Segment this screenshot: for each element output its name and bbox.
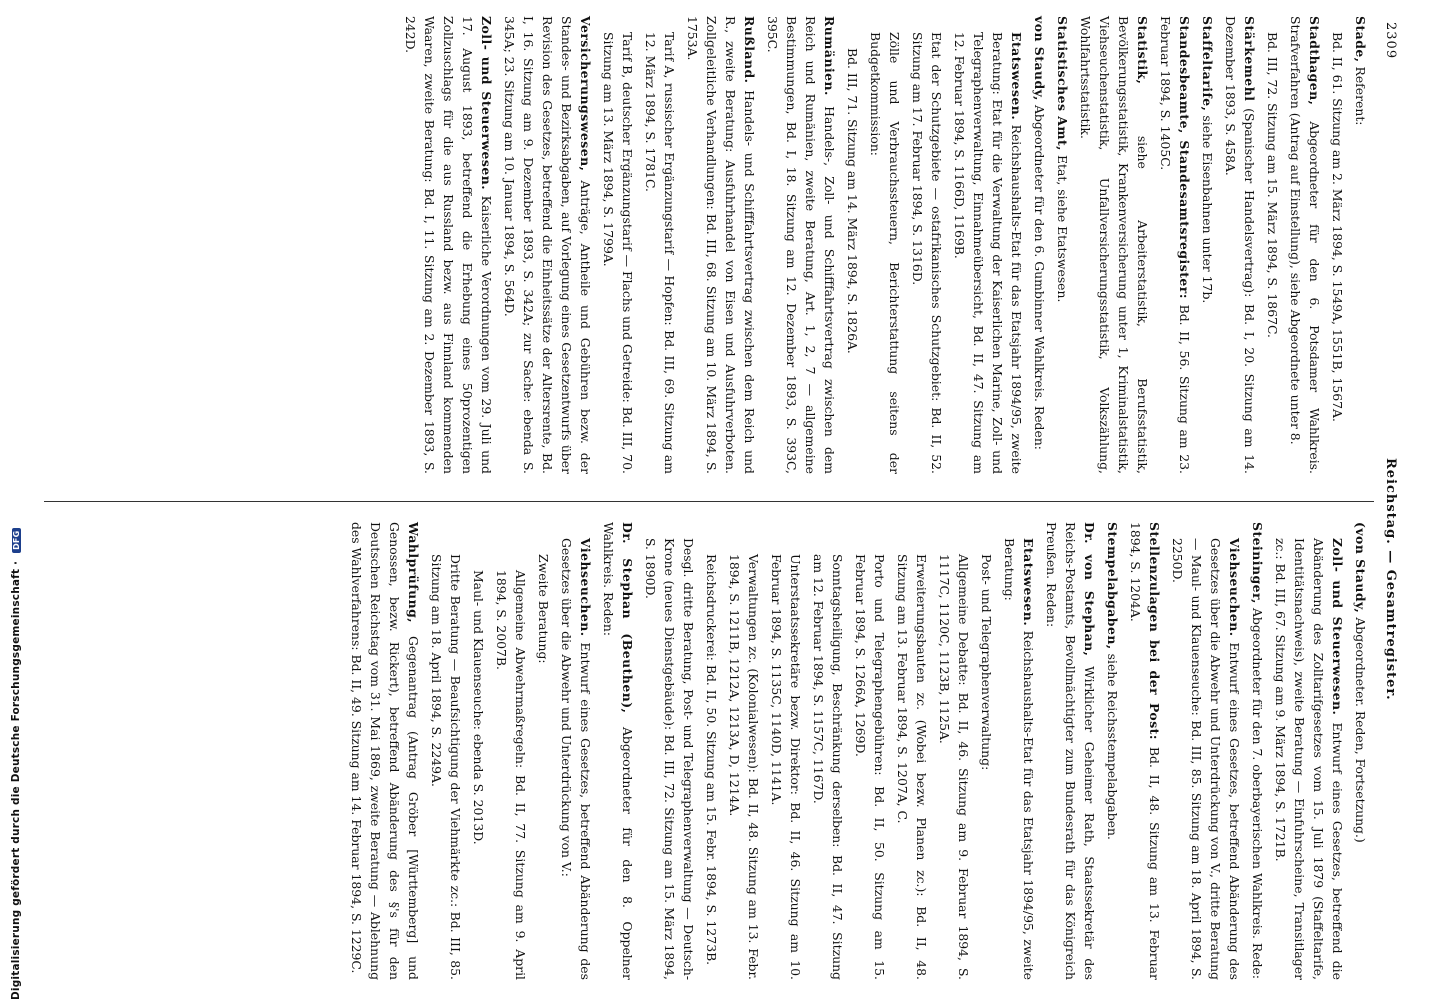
register-entry [977, 522, 996, 980]
register-entry [908, 16, 946, 474]
entry-heading: Standesbeamte, Standesamtsregister: [1177, 16, 1192, 299]
entry-text: Entwurf eines Gesetzes, betreffend die Abänderung des Zolltarifgesetzes vom 15. Juli 1879 (Staffeltarife, Identitätsnachweis), zweite Beratung — Einfuhrscheine, Transitlager zc.: Bd. III, 67. Sitzung am 9. März 1894, S. 1721B. [1273, 538, 1345, 980]
register-entry [599, 522, 637, 980]
entry-text: Unterstaatssekretäre bezw. Direktor: Bd. II, 46. Sitzung am 10. Februar 1894, S. 1135C, 1140D, 1141A. [769, 554, 803, 980]
entry-heading: Dr. Stephan (Beuthen), [620, 522, 635, 714]
register-entry [641, 16, 679, 474]
register-entry [809, 522, 847, 980]
entry-text: Tarif B, deutscher Ergänzungstarif — Flachs und Getreide: Bd. III, 70. Sitzung am 13. März 1894, S. 1799A. [601, 32, 635, 474]
entry-text: Tarif A, russischer Ergänzungstarif — Hopfen: Bd. III, 69. Sitzung am 12. März 1894, S. 1781C. [643, 32, 677, 474]
entry-text: Bd. III, 71. Sitzung am 14. März 1894, S. 1826A. [845, 48, 860, 354]
entry-text: Entwurf eines Gesetzes, betreffend Abänderung des Gesetzes über die Abwehr und Unterdrückung von V., dritte Beratung — Maul- und Klauenseuche: Bd. III, 85. Sitzung am 18. April 1894, S. 2250D. [1170, 538, 1242, 980]
entry-text: Anträge, Antheile und Gebühren bezw. der Standes- und Bezirksabgaben, auf Vorlegung eines Gesetzentwurfs über Revision des Gesetzes, betreffend die Einheitssätze der Altersrente, Bd. I, 16. Sitzung am 9. Dezember 1893, S. 342A; zur Sache: ebenda S. 345A; 23. Sitzung am 10. Januar 1894, S. 564D. [502, 16, 593, 474]
entry-text: Post- und Telegraphenverwaltung: [979, 554, 994, 771]
entry-heading: Zoll- und Steuerwesen. [479, 16, 494, 191]
page-number: 2309 [1383, 22, 1398, 60]
rotated-page [34, 8, 1400, 988]
register-entry [557, 522, 595, 980]
register-entry [1248, 522, 1267, 980]
entry-text: Erweiterungsbauten zc. (Wobei bezw. Planen zc.): Bd. II, 48. Sitzung am 13. Februar 1894, S. 1207A, C. [895, 554, 929, 980]
register-entry [767, 522, 805, 980]
register-entry [1168, 522, 1244, 980]
entry-text: Bd. II, 61. Sitzung am 2. März 1894, S. 1549A, 1551B, 1567A. [1330, 32, 1345, 422]
entry-text: Zölle und Verbrauchssteuern, Berichterstattung seitens der Budgetkommission: [868, 32, 902, 474]
register-entry [1126, 522, 1164, 980]
entry-text: Bd. III, 72. Sitzung am 15. März 1894, S. 1867C. [1265, 32, 1280, 338]
entry-text: Reichsdruckerei: Bd. II, 50. Sitzung am 15. Febr. 1894, S. 1273B. [704, 554, 719, 966]
left-column [397, 16, 1370, 474]
header-title: Reichstag. — Gesamtregister. [1383, 458, 1398, 701]
entry-heading: Wahlprüfung, [406, 522, 421, 624]
entry-text: siehe Arbeiterstatistik, Berufsstatistik, Bevölkerungsstatistik, Krankenversicherung unter 1, Kriminalstatistik, Viehseuchenstatistik, Unfallversicherungsstatistik, Volkszählung, Wohlfahrtsstatistik. [1078, 16, 1150, 474]
entry-text: Zweite Beratung: [536, 554, 551, 664]
entry-text: Entwurf eines Gesetzes, betreffend Abänderung des Gesetzes über die Abwehr und Unterdrückung von V.: [559, 538, 593, 980]
register-entry [1042, 522, 1099, 980]
register-entry [683, 16, 759, 474]
entry-text: Maul- und Klauenseuche: ebenda S. 2013D. [471, 570, 486, 845]
register-entry [347, 522, 423, 980]
entry-heading: Rußland. [742, 16, 757, 84]
entry-heading: Steininger, [1250, 522, 1265, 604]
register-entry [763, 16, 839, 474]
register-entry [935, 522, 973, 980]
entry-heading: Stellenzulagen bei der Post: [1147, 522, 1162, 740]
entry-heading: Etatswesen. [1009, 32, 1024, 121]
register-entry [893, 522, 931, 980]
register-entry [702, 522, 721, 980]
entry-heading: Stade, [1353, 16, 1368, 63]
register-entry [1198, 16, 1217, 474]
register-entry [401, 16, 496, 474]
register-entry [1351, 522, 1370, 980]
register-entry [1030, 16, 1049, 474]
credit-text: Digitalisierung gefördert durch die Deutsche Forschungsgemeinschaft · [10, 560, 22, 1000]
register-entry [1351, 16, 1370, 474]
entry-text: Abgeordneter für den 8. Oppelner Wahlkreis. Reden: [601, 522, 635, 980]
entry-text: Gegenantrag (Antrag Gröber [Württemberg] und Genossen, bezw. Rickert), betreffend Abänderung des §'s für den Deutschen Reichstag vom 31. Mai 1869, zweite Beratung — Ablehnung des Wahlverfahrens: Bd. II, 49. Sitzung am 14. Februar 1894, S. 1229C. [349, 522, 421, 980]
entry-heading: Staffeltarife, [1200, 16, 1215, 112]
entry-text: Handels-, Zoll- und Schifffahrtsvertrag zwischen dem Reich und Rumänien, zweite Beratung, Art. 1, 2, 7 — allgemeine Bestimmungen, Bd. I, 18. Sitzung am 12. Dezember 1893, S. 393C, 395C. [765, 16, 837, 474]
register-entry [725, 522, 763, 980]
entry-heading: Viehseuchen. [1227, 538, 1242, 637]
register-entry [1053, 16, 1072, 474]
register-entry [866, 16, 904, 474]
entry-text: (Spanischer Handelsvertrag): Bd. I, 20. Sitzung am 14. Dezember 1893, S. 458A. [1223, 16, 1257, 474]
digitization-credit [10, 528, 22, 1000]
entry-heading: Stadthagen, [1307, 16, 1322, 106]
entry-text: Abgeordneter für den 6. Potsdamer Wahlkreis. Strafverfahren (Antrag auf Einstellung), siehe Abgeordnete unter 8. [1288, 16, 1322, 474]
entry-text: Verwaltungen zc. (Kolonialwesen): Bd. II, 48. Sitzung am 13. Febr. 1894, S. 1211B, 1212A, 1213A, D, 1214A. [727, 554, 761, 980]
entry-text: Etat, siehe Etatswesen. [1055, 154, 1070, 303]
running-head [1378, 8, 1400, 988]
entry-heading: Versicherungswesen, [578, 16, 593, 172]
register-entry [851, 522, 889, 980]
register-entry [1221, 16, 1259, 474]
entry-heading: (von Staudy, [1353, 522, 1368, 614]
entry-text: Abgeordneter. Reden, Fortsetzung.) [1353, 617, 1368, 843]
entry-heading: Statistik, [1135, 16, 1150, 85]
entry-text: Reichshaushalts-Etat für das Etatsjahr 1894/95, zweite Beratung: [1002, 538, 1036, 980]
entry-text: Sonntagsheiligung, Beschränkung derselben: Bd. II, 47. Sitzung am 12. Februar 1894, S. 1157C, 1167D. [811, 554, 845, 980]
entry-heading: Dr. von Stephan, [1082, 522, 1097, 657]
register-entry [1076, 16, 1152, 474]
dfg-logo: DFG [12, 528, 21, 553]
register-entry [427, 522, 465, 980]
register-entry [1000, 522, 1038, 980]
entry-heading: Rumänien. [822, 16, 837, 96]
register-entry [1286, 16, 1324, 474]
register-entry [1103, 522, 1122, 980]
right-column [343, 522, 1370, 980]
register-entry [950, 16, 1026, 474]
entry-text: siehe Eisenbahnen unter 17b. [1200, 115, 1215, 304]
entry-text: Bd. II, 48. Sitzung am 13. Februar 1894, S. 1204A. [1128, 522, 1162, 980]
entry-text: siehe Reichsstempelabgaben. [1105, 653, 1120, 840]
entry-text: Etat der Schutzgebiete — ostafrikanisches Schutzgebiet: Bd. II, 52. Sitzung am 17. Februar 1894, S. 1316D. [910, 32, 944, 474]
entry-heading: Viehseuchen. [578, 538, 593, 637]
entry-heading: von Staudy, [1032, 16, 1047, 101]
entry-text: Bd. II, 56. Sitzung am 23. Februar 1894, S. 1405C. [1158, 16, 1192, 474]
register-entry [843, 16, 862, 474]
entry-heading: Etatswesen. [1021, 538, 1036, 627]
entry-text: Reichshaushalts-Etat für das Etatsjahr 1894/95, zweite Beratung: Etat für die Verwaltung der Kaiserlichen Marine, Zoll- und Telegraphenverwaltung, Einnahmeübersicht, Bd. II, 47. Sitzung am 12. Februar 1894, S. 1166D, 1169B. [952, 32, 1024, 474]
entry-text: Allgemeine Debatte: Bd. II, 46. Sitzung am 9. Februar 1894, S. 1117C, 1120C, 1123B, 1125A. [937, 554, 971, 980]
register-entry [500, 16, 595, 474]
register-entry [1271, 522, 1347, 980]
register-entry [534, 522, 553, 980]
register-entry [492, 522, 530, 980]
entry-text: Referent: [1353, 66, 1368, 126]
entry-text: Handels- und Schifffahrtsvertrag zwischen dem Reich und R., zweite Beratung: Ausfuhrhandel von Eisen und Ausfuhrverboten. Zollgeleitliche Verhandlungen: Bd. III, 68. Sitzung am 10. März 1894, S. 1753A. [685, 16, 757, 474]
entry-heading: Stempelabgaben, [1105, 522, 1120, 650]
register-entry [641, 522, 698, 980]
entry-heading: Statistisches Amt, [1055, 16, 1070, 151]
entry-heading: Zoll- und Steuerwesen. [1330, 538, 1345, 716]
entry-text: Abgeordneter für den 7. oberbayerischen Wahlkreis. Rede: [1250, 607, 1265, 980]
register-entry [599, 16, 637, 474]
entry-text: Abgeordneter für den 6. Gumbinner Wahlkreis. Reden: [1032, 104, 1047, 450]
entry-text: Desgl. dritte Beratung, Post- und Telegraphenverwaltung — Deutsch-Krone (neues Dienstgebäude): Bd. III, 72. Sitzung am 15. März 1894, S. 1890D. [643, 538, 696, 980]
column-divider [44, 501, 1374, 502]
entry-heading: Stärkemehl [1242, 16, 1257, 102]
entry-text: Porto und Telegraphengebühren: Bd. II, 50. Sitzung am 15. Februar 1894, S. 1266A, 1269D. [853, 554, 887, 980]
register-entry [1156, 16, 1194, 474]
entry-text: Wirklicher Geheimer Rath, Staatssekretär des Reichs-Postamts, Bevollmächtigter zum Bundesrath für das Königreich Preußen. Reden: [1044, 522, 1097, 980]
register-entry [1328, 16, 1347, 474]
entry-text: Dritte Beratung — Beaufsichtigung der Viehmärkte zc.: Bd. III, 85. Sitzung am 18. April 1894, S. 2249A. [429, 554, 463, 980]
entry-text: Kaiserliche Verordnungen vom 29. Juli und 17. August 1893, betreffend die Erhebung eines 50prozentigen Zollzuschlags für die aus Russland bezw. aus Finnland kommenden Waaren, zweite Beratung: Bd. I, 11. Sitzung am 2. Dezember 1893, S. 242D. [403, 16, 494, 474]
register-entry [469, 522, 488, 980]
entry-text: Allgemeine Abwehrmaßregeln: Bd. II, 77. Sitzung am 9. April 1894, S. 2007B. [494, 570, 528, 980]
register-entry [1263, 16, 1282, 474]
